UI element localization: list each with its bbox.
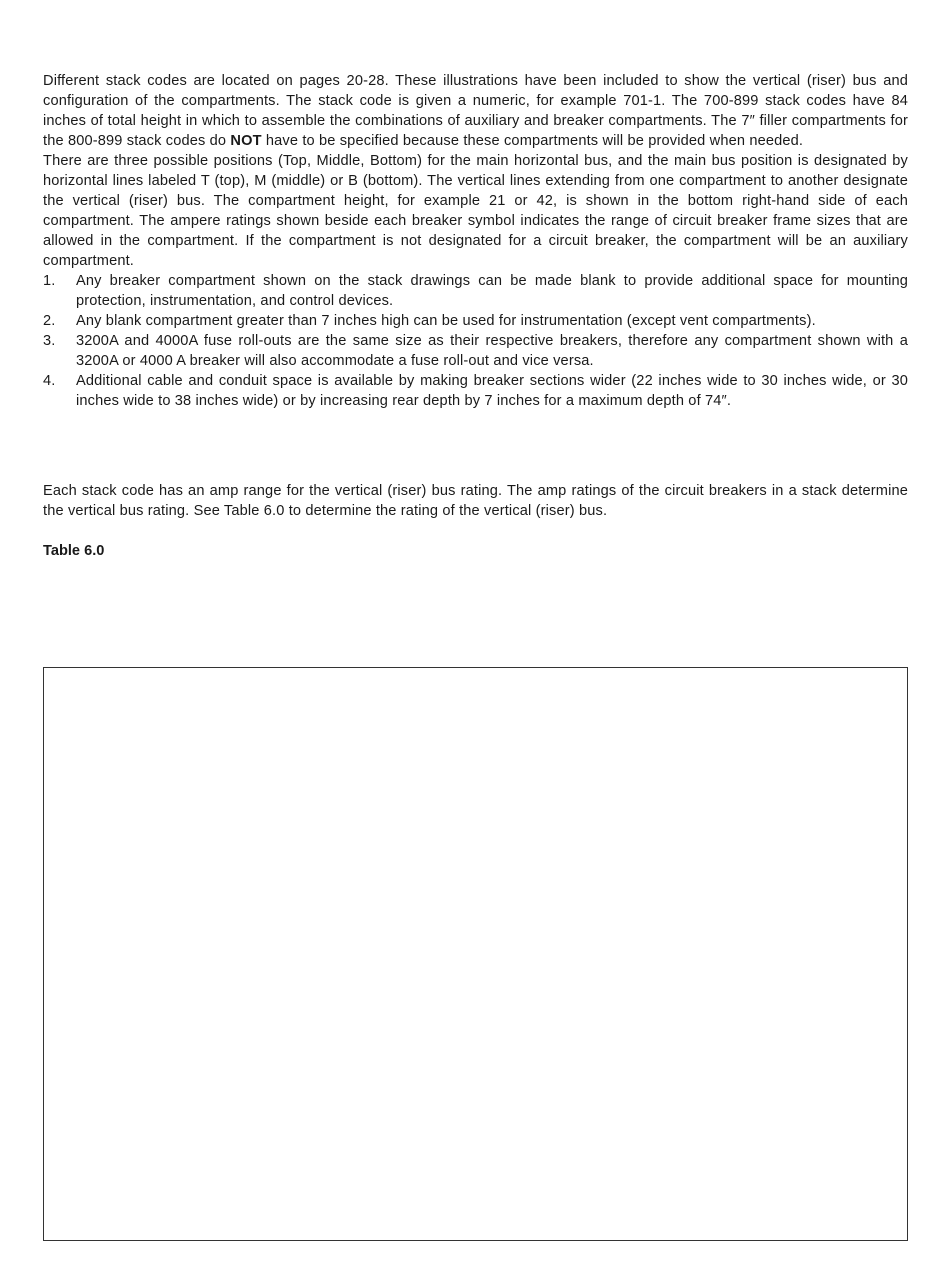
note-text: Additional cable and conduit space is available by making breaker sections wider (22 inches wide to 30 inches wide, or 30 inches wide to 38 inches wide) or by increasing rear depth by 7 inches for a maximum depth of 74″. — [76, 373, 908, 409]
document-body — [43, 71, 908, 561]
amp-range-paragraph: Each stack code has an amp range for the vertical (riser) bus rating. The amp ratings of the circuit breakers in a stack determine the vertical bus rating. See Table 6.0 to determine the rating of the vertical (riser) bus. — [43, 483, 908, 519]
note-item-1 — [43, 271, 908, 311]
note-number: 3. — [43, 333, 56, 349]
paragraph1-text-after: have to be specified because these compartments will be provided when needed. — [261, 133, 804, 149]
stack-codes-paragraph — [43, 71, 908, 151]
paragraph1-bold-not: NOT — [230, 133, 262, 149]
note-item-2 — [43, 311, 908, 331]
notes-list — [43, 271, 908, 411]
paragraph1-text-before: Different stack codes are located on pages 20-28. These illustrations have been included to show the vertical (riser) bus and configuration of the compartments. The stack code is given a numeric, for example 701-1. The 700-899 stack codes have 84 inches of total height in which to assemble the combinations of auxiliary and breaker compartments. The 7″ filler compartments for the 800-899 stack codes do — [43, 73, 908, 149]
note-text: Any blank compartment greater than 7 inches high can be used for instrumentation (except vent compartments). — [76, 313, 816, 329]
note-number: 1. — [43, 273, 56, 289]
note-text: 3200A and 4000A fuse roll-outs are the same size as their respective breakers, therefore any compartment shown with a 3200A or 4000 A breaker will also accommodate a fuse roll-out and vice versa. — [76, 333, 908, 369]
note-number: 2. — [43, 313, 56, 329]
bus-positions-paragraph: There are three possible positions (Top, Middle, Bottom) for the main horizontal bus, and the main bus position is designated by horizontal lines labeled T (top), M (middle) or B (bottom). The vertical lines extending from one compartment to another designate the vertical (riser) bus. The compartment height, for example 21 or 42, is shown in the bottom right-hand side of each compartment. The ampere ratings shown beside each breaker symbol indicates the range of circuit breaker frame sizes that are allowed in the compartment. If the compartment is not designated for a circuit breaker, the compartment will be an auxiliary compartment. — [43, 153, 908, 269]
table-caption: Table 6.0 — [43, 543, 105, 559]
note-number: 4. — [43, 373, 56, 389]
note-text: Any breaker compartment shown on the stack drawings can be made blank to provide additional space for mounting protection, instrumentation, and control devices. — [76, 273, 908, 309]
table-6-0-frame — [43, 667, 908, 1241]
note-item-3 — [43, 331, 908, 371]
note-item-4 — [43, 371, 908, 411]
